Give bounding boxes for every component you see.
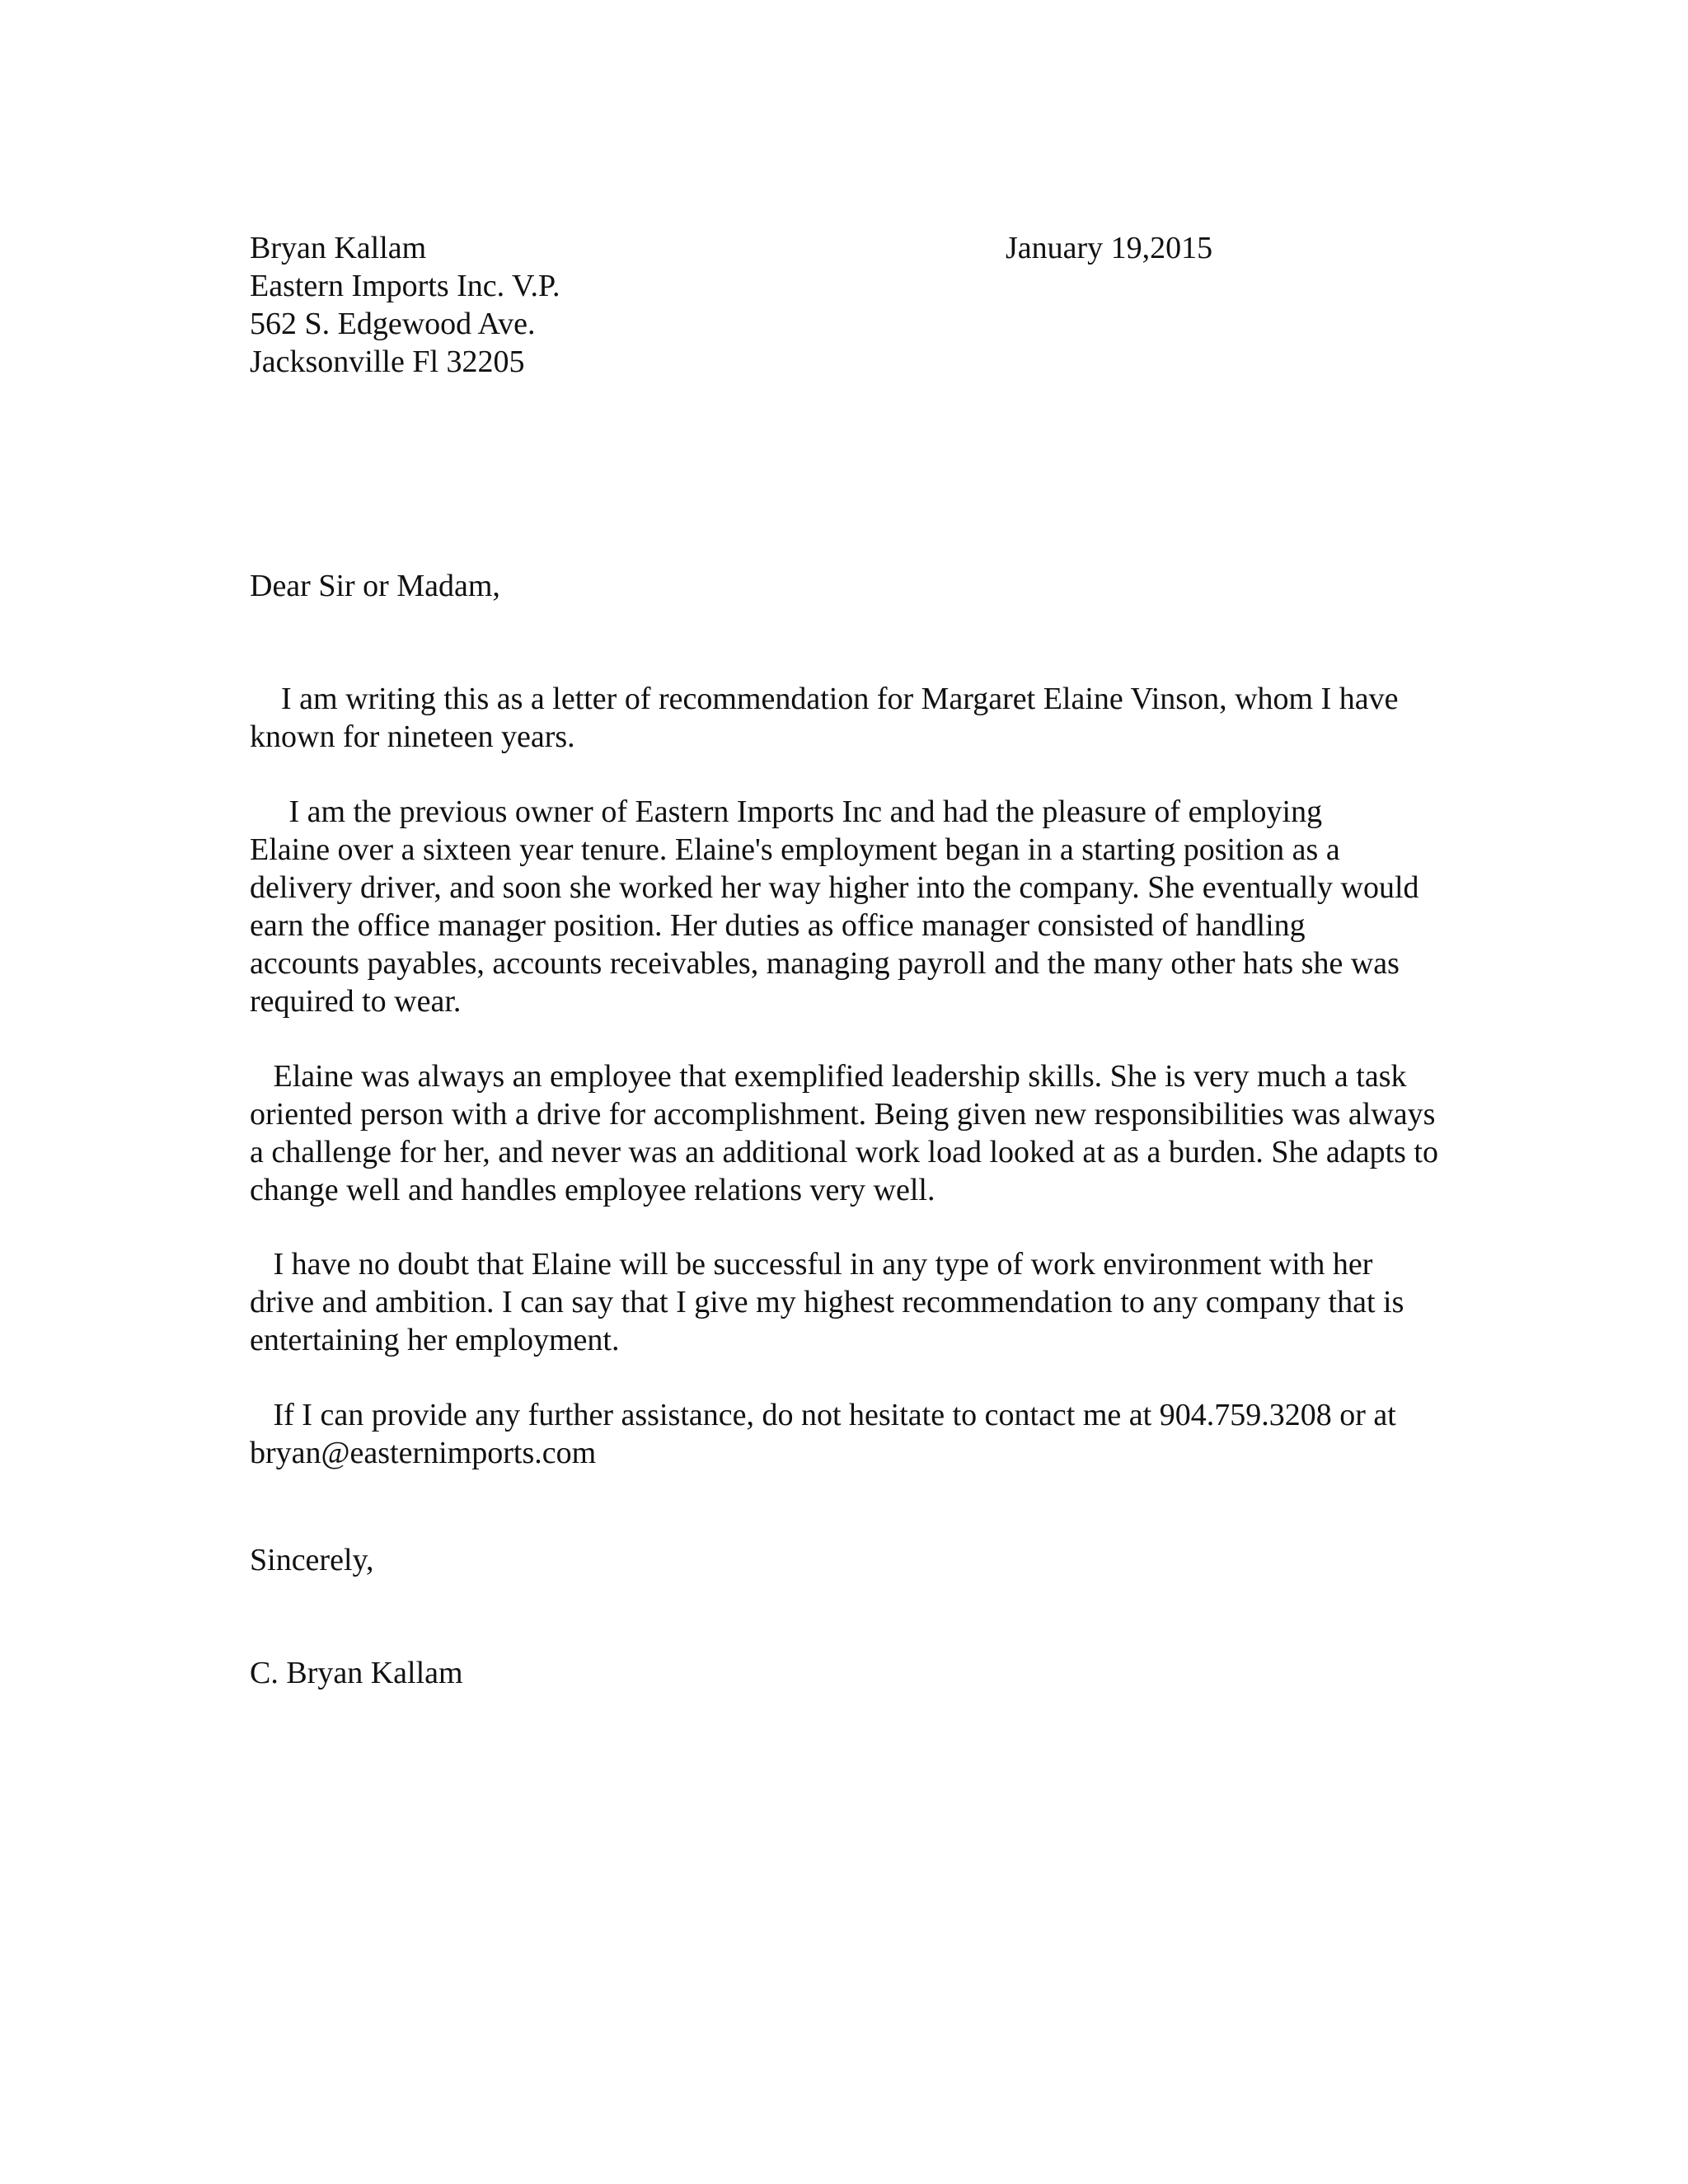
paragraph-2-line-4: earn the office manager position. Her duties as office manager consisted of handling	[250, 908, 1306, 943]
sender-name: Bryan Kallam	[250, 231, 427, 265]
paragraph-2-line-6: required to wear.	[250, 984, 462, 1019]
sender-city: Jacksonville Fl 32205	[250, 344, 525, 379]
paragraph-2-line-5: accounts payables, accounts receivables, managing payroll and the many other hats she was	[250, 946, 1400, 981]
signature: C. Bryan Kallam	[250, 1656, 463, 1690]
paragraph-3-line-3: a challenge for her, and never was an additional work load looked at as a burden. She adapts to	[250, 1135, 1438, 1169]
paragraph-3-line-2: oriented person with a drive for accomplishment. Being given new responsibilities was always	[250, 1097, 1436, 1132]
paragraph-2-line-1: I am the previous owner of Eastern Imports Inc and had the pleasure of employing	[250, 794, 1323, 829]
paragraph-4-line-1: I have no doubt that Elaine will be successful in any type of work environment with her	[250, 1247, 1373, 1282]
contact-email: bryan@easternimports.com	[250, 1436, 597, 1470]
letter-date: January 19,2015	[1006, 231, 1213, 265]
paragraph-5-line-1: If I can provide any further assistance, do not hesitate to contact me at 904.759.3208 or at	[250, 1398, 1396, 1432]
salutation: Dear Sir or Madam,	[250, 569, 500, 603]
paragraph-4-line-2: drive and ambition. I can say that I give my highest recommendation to any company that is	[250, 1285, 1404, 1319]
paragraph-3-line-4: change well and handles employee relations very well.	[250, 1173, 935, 1207]
paragraph-4-line-3: entertaining her employment.	[250, 1323, 620, 1357]
paragraph-1-line-1: I am writing this as a letter of recommendation for Margaret Elaine Vinson, whom I have	[250, 682, 1399, 716]
paragraph-2-line-2: Elaine over a sixteen year tenure. Elaine's employment began in a starting position as a	[250, 832, 1340, 867]
sender-title: Eastern Imports Inc. V.P.	[250, 269, 560, 303]
closing: Sincerely,	[250, 1543, 374, 1577]
paragraph-2-line-3: delivery driver, and soon she worked her way higher into the company. She eventually would	[250, 870, 1419, 905]
paragraph-1-line-2: known for nineteen years.	[250, 719, 575, 754]
paragraph-3-line-1: Elaine was always an employee that exemplified leadership skills. She is very much a task	[250, 1059, 1407, 1094]
sender-street: 562 S. Edgewood Ave.	[250, 307, 536, 341]
